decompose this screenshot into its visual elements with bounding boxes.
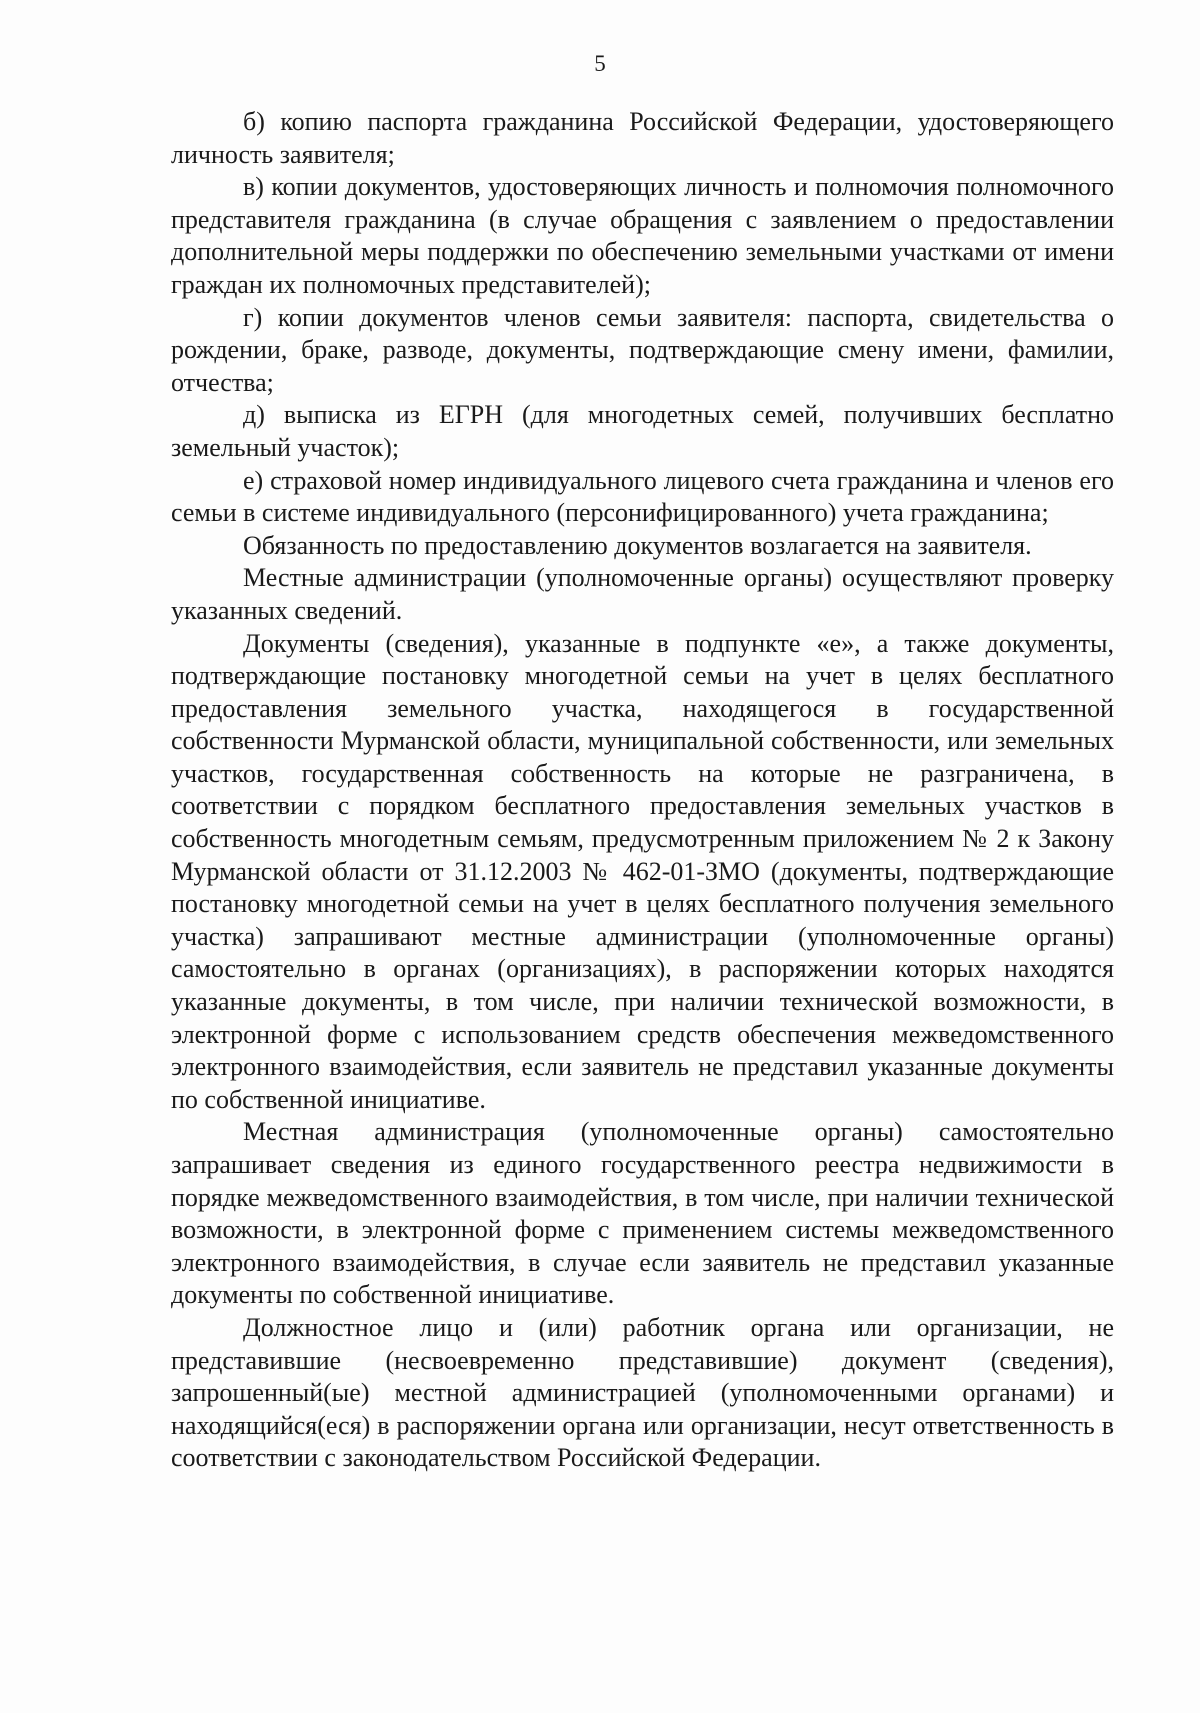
paragraph-item-b: б) копию паспорта гражданина Российской Федерации, удостоверяющего личность заявителя; xyxy=(171,107,1114,169)
paragraph-item-v: в) копии документов, удостоверяющих личность и полномочия полномочного представителя гражданина (в случае обращения с заявлением о предоставлении дополнительной меры поддержки по обеспечению земельными участками от имени граждан их полномочных представителей); xyxy=(171,172,1114,299)
page-number: 5 xyxy=(594,51,606,76)
paragraph-verification: Местные администрации (уполномоченные органы) осуществляют проверку указанных сведений. xyxy=(171,563,1114,625)
paragraph-obligation: Обязанность по предоставлению документов возлагается на заявителя. xyxy=(243,530,1032,560)
document-body xyxy=(171,106,1114,1475)
paragraph-item-g: г) копии документов членов семьи заявителя: паспорта, свидетельства о рождении, браке, разводе, документы, подтверждающие смену имени, фамилии, отчества; xyxy=(171,302,1114,397)
paragraph-documents-request: Документы (сведения), указанные в подпункте «е», а также документы, подтверждающие постановку многодетной семьи на учет в целях бесплатного предоставления земельного участка, находящегося в государственной собственности Мурманской области, муниципальной собственности, или земельных участков, государственная собственность на которые не разграничена, в соответствии с порядком бесплатного предоставления земельных участков в собственность многодетным семьям, предусмотренным приложением № 2 к Закону Мурманской области от 31.12.2003 № 462-01-ЗМО (документы, подтверждающие постановку многодетной семьи на учет в целях бесплатного получения земельного участка) запрашивают местные администрации (уполномоченные органы) самостоятельно в органах (организациях), в распоряжении которых находятся указанные документы, в том числе, при наличии технической возможности, в электронной форме с использованием средств обеспечения межведомственного электронного взаимодействия, если заявитель не представил указанные документы по собственной инициативе. xyxy=(171,628,1114,1114)
paragraph-responsibility: Должностное лицо и (или) работник органа или организации, не представившие (несвоевременно представившие) документ (сведения), запрошенный(ые) местной администрацией (уполномоченными органами) и находящийся(еся) в распоряжении органа или организации, несут ответственность в соответствии с законодательством Российской Федерации. xyxy=(171,1312,1114,1473)
paragraph-item-d: д) выписка из ЕГРН (для многодетных семей, получивших бесплатно земельный участок); xyxy=(171,400,1114,462)
paragraph-item-e: е) страховой номер индивидуального лицевого счета гражданина и членов его семьи в системе индивидуального (персонифицированного) учета гражданина; xyxy=(171,465,1114,528)
paragraph-registry-request: Местная администрация (уполномоченные органы) самостоятельно запрашивает сведения из единого государственного реестра недвижимости в порядке межведомственного взаимодействия, в том числе, при наличии технической возможности, в электронной форме с применением системы межведомственного электронного взаимодействия, в случае если заявитель не представил указанные документы по собственной инициативе. xyxy=(171,1117,1114,1310)
